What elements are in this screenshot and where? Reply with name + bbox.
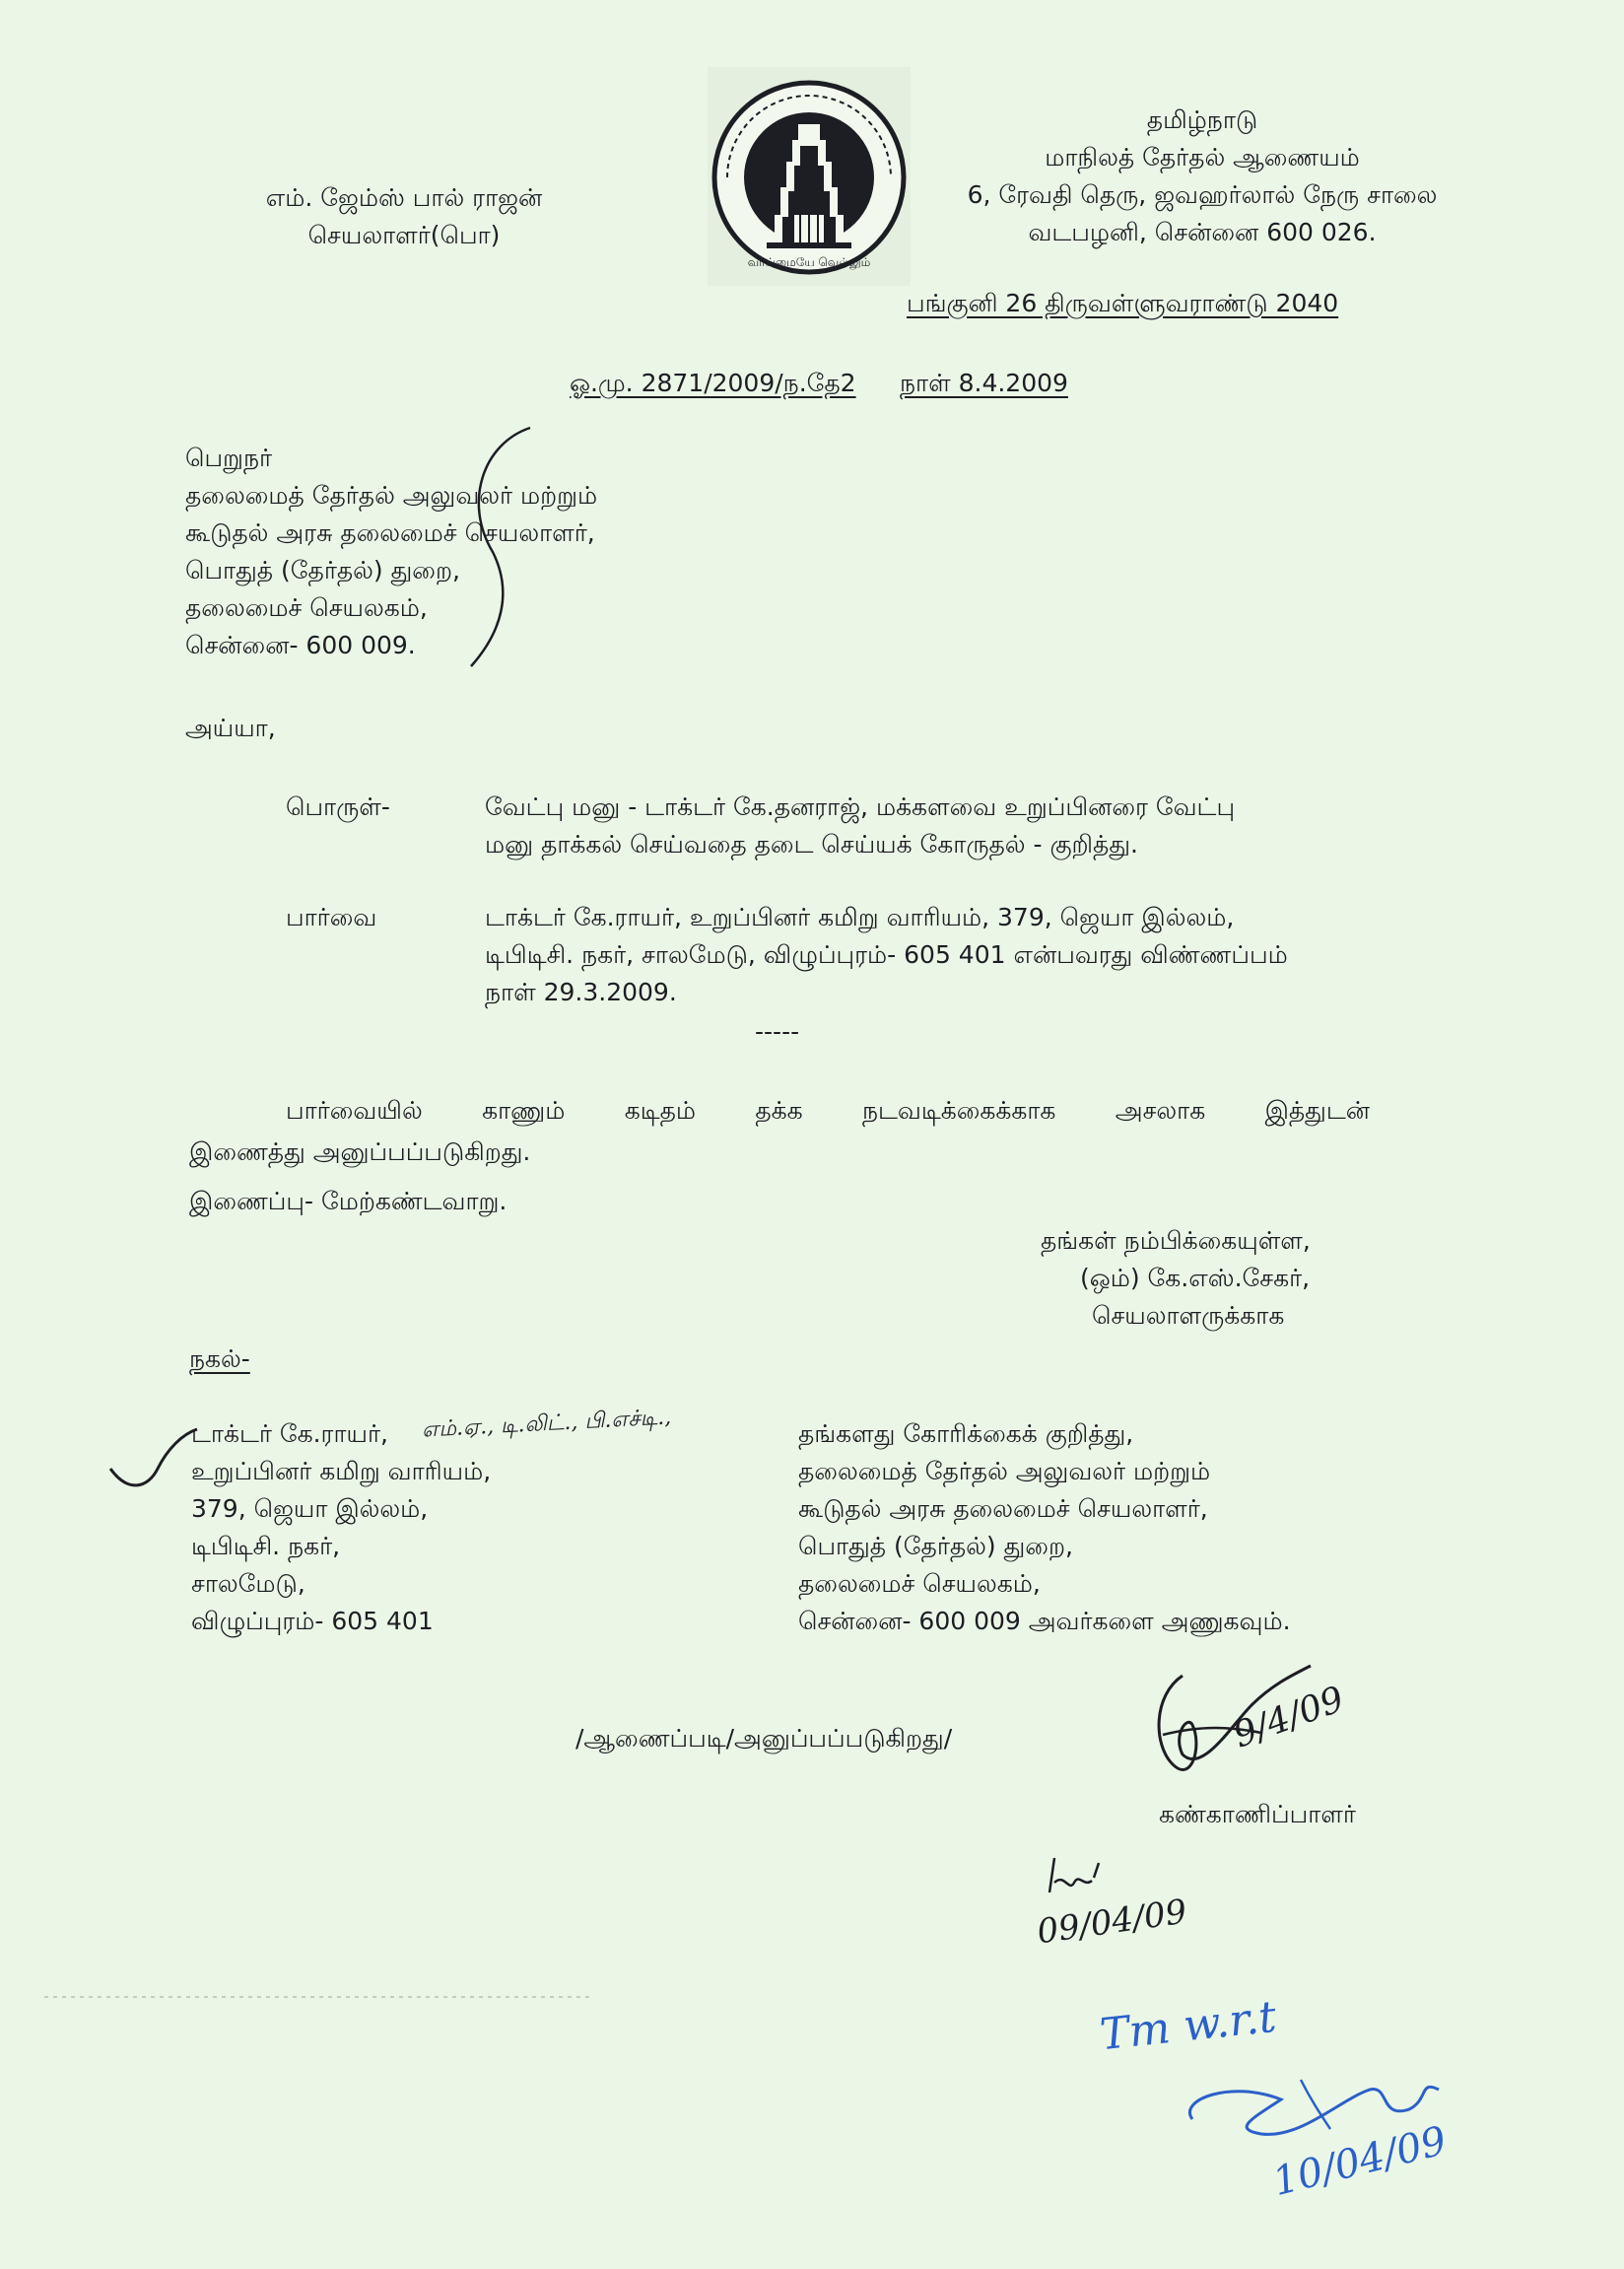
sender-designation: செயலாளர்(பொ) bbox=[307, 221, 501, 249]
office-city: வடபழனி, சென்னை 600 026. bbox=[1028, 218, 1377, 246]
recipient-line: தலைமைத் தேர்தல் அலுவலர் மற்றும் bbox=[185, 481, 598, 510]
copy-note-line: பொதுத் (தேர்தல்) துறை, bbox=[798, 1532, 1073, 1560]
seal-caption: வாய்மையே வெல்லும் bbox=[747, 255, 871, 269]
copy-to-line: உறுப்பினர் கமிறு வாரியம், bbox=[191, 1457, 492, 1485]
blue-ink-date: 10/04/09 bbox=[1268, 2117, 1452, 2206]
copy-to-line: டாக்டர் கே.ராயர், bbox=[191, 1419, 388, 1448]
separator: ----- bbox=[755, 1017, 800, 1046]
blue-ink-note: Tm w.r.t bbox=[1097, 1991, 1279, 2061]
copy-to-line: சாலமேடு, bbox=[191, 1569, 305, 1598]
copy-heading: நகல்- bbox=[189, 1344, 250, 1373]
recipient-line: கூடுதல் அரசு தலைமைச் செயலாளர், bbox=[185, 518, 595, 547]
body-paragraph-line: இணைத்து அனுப்பப்படுகிறது. bbox=[189, 1137, 531, 1166]
recipient-line: பொதுத் (தேர்தல்) துறை, bbox=[185, 556, 460, 584]
recipient-line: தலைமைச் செயலகம், bbox=[185, 593, 428, 622]
copy-to-line: 379, ஜெயா இல்லம், bbox=[191, 1494, 429, 1523]
reference-label: பார்வை bbox=[286, 903, 377, 931]
reference-date: நாள் 8.4.2009 bbox=[900, 369, 1068, 397]
copy-note-line: தலைமைத் தேர்தல் அலுவலர் மற்றும் bbox=[798, 1457, 1211, 1485]
office-name: மாநிலத் தேர்தல் ஆணையம் bbox=[1045, 143, 1360, 172]
closing-line: தங்கள் நம்பிக்கையுள்ள, bbox=[1041, 1226, 1311, 1255]
salutation: அய்யா, bbox=[185, 714, 276, 742]
sender-name: எம். ஜேம்ஸ் பால் ராஜன் bbox=[265, 183, 543, 212]
signature-date: 9/4/09 bbox=[1228, 1679, 1350, 1756]
copy-note-line: தங்களது கோரிக்கைக் குறித்து, bbox=[798, 1419, 1134, 1448]
enclosure-note: இணைப்பு- மேற்கண்டவாறு. bbox=[189, 1187, 508, 1215]
reference-number: ஓ.மு. 2871/2009/ந.தே2 bbox=[570, 369, 856, 397]
tamil-date: பங்குனி 26 திருவள்ளுவராண்டு 2040 bbox=[907, 289, 1339, 317]
reference-line: டிபிடிசி. நகர், சாலமேடு, விழுப்புரம்- 605 401 என்பவரது விண்ணப்பம் bbox=[485, 940, 1288, 969]
copy-note-line: சென்னை- 600 009 அவர்களை அணுகவும். bbox=[798, 1607, 1291, 1635]
recipient-line: பெறுநர் bbox=[185, 444, 273, 472]
closing-line: செயலாளருக்காக bbox=[1092, 1301, 1285, 1330]
order-line: /ஆணைப்படி/அனுப்பப்படுகிறது/ bbox=[575, 1724, 953, 1753]
superintendent-title: கண்காணிப்பாளர் bbox=[1159, 1800, 1356, 1828]
copy-to-line: டிபிடிசி. நகர், bbox=[191, 1532, 341, 1560]
recipient-line: சென்னை- 600 009. bbox=[185, 631, 416, 659]
closing-line: (ஒம்) கே.எஸ்.சேகர், bbox=[1080, 1264, 1311, 1292]
copy-note-line: கூடுதல் அரசு தலைமைச் செயலாளர், bbox=[798, 1494, 1208, 1523]
subject-label: பொருள்- bbox=[286, 792, 390, 821]
reference-line: நாள் 29.3.2009. bbox=[485, 978, 677, 1006]
copy-note-line: தலைமைச் செயலகம், bbox=[798, 1569, 1041, 1598]
subject-line: மனு தாக்கல் செய்வதை தடை செய்யக் கோருதல் - குறித்து. bbox=[485, 830, 1138, 859]
reference-line: டாக்டர் கே.ராயர், உறுப்பினர் கமிறு வாரியம், 379, ஜெயா இல்லம், bbox=[485, 903, 1235, 931]
recipient-pen-stroke bbox=[471, 428, 530, 666]
subject-line: வேட்பு மனு - டாக்டர் கே.தனராஜ், மக்களவை உறுப்பினரை வேட்பு bbox=[485, 792, 1236, 821]
initials-date: 09/04/09 bbox=[1034, 1891, 1189, 1953]
tick-mark bbox=[110, 1429, 197, 1485]
body-paragraph-line: பார்வையில் காணும் கடிதம் தக்க நடவடிக்கைக்காக அசலாக இத்துடன் bbox=[286, 1096, 1370, 1125]
office-street: 6, ரேவதி தெரு, ஜவஹர்லால் நேரு சாலை bbox=[967, 180, 1438, 209]
copy-to-line: விழுப்புரம்- 605 401 bbox=[191, 1607, 434, 1635]
handwritten-qualification: எம்.ஏ., டி.லிட்., பி.எச்டி., bbox=[421, 1405, 672, 1443]
office-state: தமிழ்நாடு bbox=[1146, 105, 1258, 134]
